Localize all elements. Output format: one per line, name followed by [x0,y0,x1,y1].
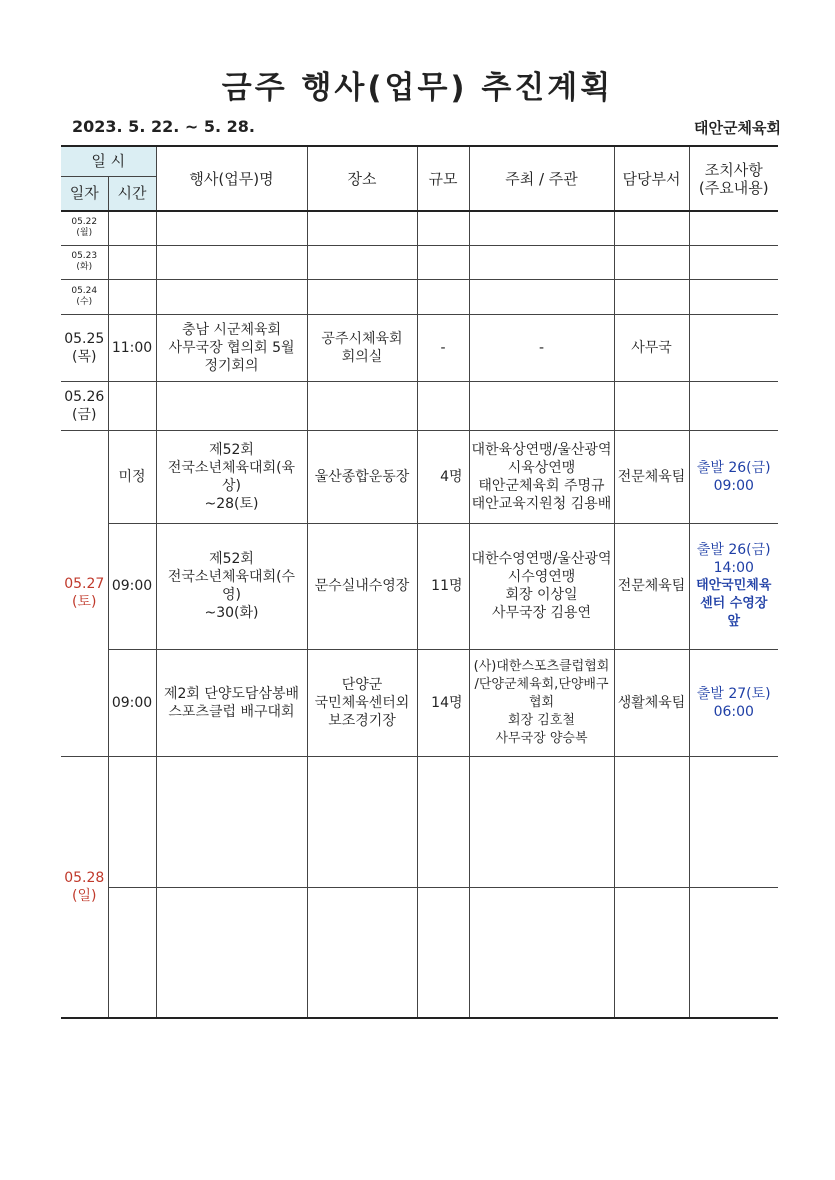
dept-cell: 전문체육팀 [614,523,689,649]
host-cell: (사)대한스포츠클럽협회 /단양군체육회,단양배구 협회 회장 김호철 사무국장 양승복 [469,649,614,756]
event-cell: 제52회 전국소년체육대회(수영) ~30(화) [156,523,307,649]
dept-cell: 사무국 [614,314,689,381]
header-date: 일자 [61,176,108,211]
place-cell: 단양군 국민체육센터외 보조경기장 [307,649,417,756]
table-row [61,314,778,381]
action-cell [689,523,778,649]
dept-cell: 전문체육팀 [614,430,689,523]
time-cell: 09:00 [108,649,156,756]
scale-cell: 14명 [417,649,469,756]
event-cell: 제52회 전국소년체육대회(육상) ~28(토) [156,430,307,523]
page-title: 금주 행사(업무) 추진계획 [221,70,614,106]
header-dept: 담당부서 [614,146,689,211]
action-cell [689,314,778,381]
date-cell: 05.24 (수) [61,279,108,314]
date-cell: 05.28 (일) [61,756,108,1018]
table-row [61,756,778,887]
table-row [61,211,778,245]
action-meeting-place: 태안국민체육 센터 수영장 앞 [696,578,772,629]
date-cell: 05.23 (화) [61,245,108,279]
host-cell: 대한육상연맹/울산광역 시육상연맹 태안군체육회 주명규 태안교육지원청 김용배 [469,430,614,523]
host-cell: - [469,314,614,381]
header-host: 주최 / 주관 [469,146,614,211]
date-cell: 05.25 (목) [61,314,108,381]
table-row [61,887,778,1018]
scale-cell: 4명 [417,430,469,523]
table-row [61,430,778,523]
table-row [61,245,778,279]
date-cell: 05.26 (금) [61,381,108,430]
time-cell: 09:00 [108,523,156,649]
time-cell: 미정 [108,430,156,523]
header-event: 행사(업무)명 [156,146,307,211]
table-row [61,649,778,756]
action-cell: 출발 26(금) 09:00 [689,430,778,523]
scale-cell: 11명 [417,523,469,649]
time-cell: 11:00 [108,314,156,381]
header-scale: 규모 [417,146,469,211]
header-time: 시간 [108,176,156,211]
table-row [61,523,778,649]
date-cell: 05.27 (토) [61,430,108,756]
header-datetime: 일 시 [61,146,156,176]
host-cell: 대한수영연맹/울산광역 시수영연맹 회장 이상일 사무국장 김용연 [469,523,614,649]
place-cell: 공주시체육회 회의실 [307,314,417,381]
event-cell: 제2회 단양도담삼봉배 스포츠클럽 배구대회 [156,649,307,756]
scale-cell: - [417,314,469,381]
action-cell: 출발 27(토) 06:00 [689,649,778,756]
action-departure: 출발 26(금) 14:00 [696,542,771,576]
date-range: 2023. 5. 22. ~ 5. 28. [72,117,255,136]
schedule-table [61,145,778,1019]
organization-name: 태안군체육회 [694,119,781,137]
event-cell: 충남 시군체육회 사무국장 협의회 5월 정기회의 [156,314,307,381]
header-place: 장소 [307,146,417,211]
table-row [61,279,778,314]
header-action: 조치사항 (주요내용) [689,146,778,211]
dept-cell: 생활체육팀 [614,649,689,756]
place-cell: 울산종합운동장 [307,430,417,523]
place-cell: 문수실내수영장 [307,523,417,649]
date-cell: 05.22 (월) [61,211,108,245]
table-row [61,381,778,430]
